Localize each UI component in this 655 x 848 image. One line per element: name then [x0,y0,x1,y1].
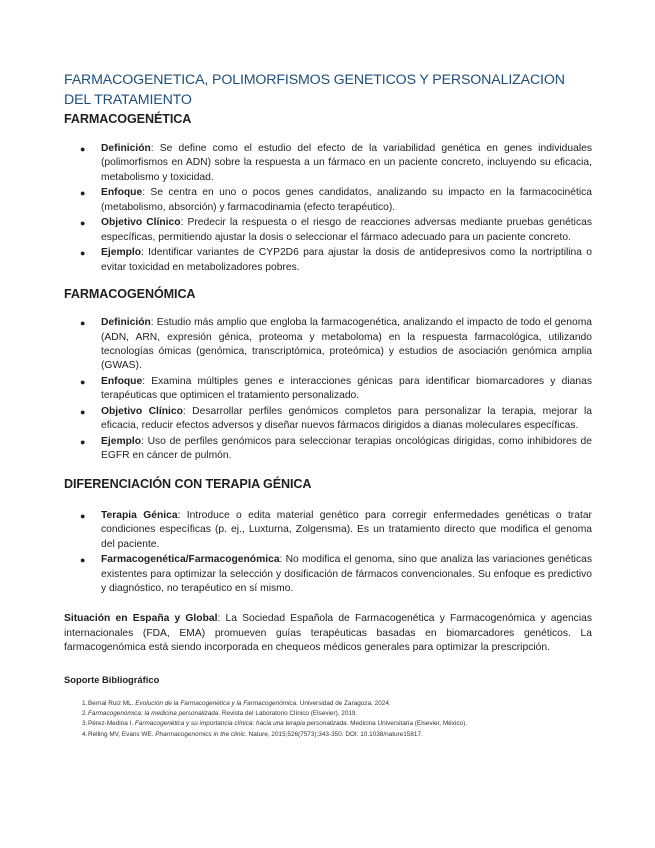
reference-number: 2. [82,709,88,717]
situation-paragraph [64,612,592,655]
reference-source: . Universidad de Zaragoza, 2024. [296,699,391,707]
list-item [64,186,592,215]
reference-authors: Bernal Ruiz ML. [88,699,136,707]
bullet-icon: ● [80,407,86,418]
item-text: : Se centra en uno o pocos genes candidatos, analizando su impacto en la farmacocinética (metabolismo, absorción) y farmacodinamia (efecto terapéutico). [101,187,592,213]
item-label: Farmacogenética/Farmacogenómica [101,554,280,566]
situation-label: Situación en España y Global [64,613,218,625]
item-label: Ejemplo [101,436,142,448]
item-label: Enfoque [101,376,143,388]
bullet-icon: ● [80,188,86,199]
reference-title: Evolución de la Farmacogenética y la Farmacogenómica [135,699,297,707]
item-text: : Desarrollar perfiles genómicos completos para personalizar la terapia, mejorar la eficacia, reducir efectos adversos y diseñar nuevos fármacos dirigidos a dianas moleculares específicas. [101,406,592,432]
list-item [64,142,592,185]
bullet-icon: ● [80,510,86,521]
item-text: : Identificar variantes de CYP2D6 para ajustar la dosis de antidepresivos como la nortriptilina o evitar toxicidad en metabolizadores pobres. [101,247,592,273]
item-label: Definición [101,317,151,329]
section-heading-farmacogenetica: FARMACOGENÉTICA [64,112,192,126]
reference-source: . Medicina Universitaria (Elsevier, México). [346,720,468,728]
reference-number: 3. [82,720,88,728]
item-text: : No modifica el genoma, sino que analiza las variaciones genéticas existentes para optimizar la selección y dosificación de fármacos convencionales. Su enfoque es predictivo y diagnóstico, no terapéutico en sí mismo. [101,554,592,595]
item-label: Objetivo Clínico [101,217,181,229]
bullet-icon: ● [80,218,86,229]
reference-item [64,719,592,729]
page-title: FARMACOGENETICA, POLIMORFISMOS GENETICOS Y PERSONALIZACION DEL TRATAMIENTO [64,72,565,108]
item-label: Definición [101,143,151,154]
item-label: Ejemplo [101,247,142,259]
item-label: Terapia Génica [101,509,178,521]
section-heading-diferenciacion: DIFERENCIACIÓN CON TERAPIA GÉNICA [64,476,312,491]
farmacogenomica-list [64,316,592,464]
diferenciacion-list [64,509,592,597]
list-item [64,509,592,552]
reference-authors: Pérez-Medina I. [88,720,135,728]
document-page [64,70,592,740]
item-text: : Predecir la respuesta o el riesgo de reacciones adversas mediante pruebas genéticas específicas, permitiendo ajustar la dosis o seleccionar el fármaco adecuado para un paciente concreto. [101,217,592,243]
list-item [64,553,592,596]
reference-authors: Relling MV, Evans WE. [88,730,156,738]
list-item [64,405,592,434]
section-heading-farmacogenomica: FARMACOGENÓMICA [64,287,196,302]
item-text: : Uso de perfiles genómicos para seleccionar terapias oncológicas dirigidas, como inhibidores de EGFR en cáncer de pulmón. [101,436,592,462]
reference-title: Farmacogenética y su importancia clínica: hacia una terapia personalizada [134,720,347,728]
bibliography-list [64,699,592,740]
bullet-icon: ● [80,555,86,566]
reference-title: Pharmacogenomics in the clinic [155,730,246,738]
list-item [64,435,592,464]
reference-source: . Nature, 2015;526(7573):343-350. DOI: 10.1038/nature15817. [245,730,423,738]
item-text: : Estudio más amplio que engloba la farmacogenética, analizando el impacto de todo el genoma (ADN, ARN, expresión génica, proteoma y metaboloma) en la respuesta farmacológica, utilizando tecnologías ómicas (genómica, transcriptómica, proteómica) y estudios de asociación genómica amplia (GWAS). [101,317,592,372]
item-label: Enfoque [101,187,143,199]
list-item [64,246,592,275]
item-text: : Se define como el estudio del efecto de la variabilidad genética en genes individuales (polimorfismos en ADN) sobre la respuesta a un fármaco en un paciente concreto, incluyendo su eficacia, metabolismo y toxicidad. [101,143,592,183]
reference-item [64,699,592,709]
reference-title: Farmacogenómica: la medicina personalizada [88,709,219,717]
bullet-icon: ● [80,318,86,329]
bullet-icon: ● [80,377,86,388]
list-item [64,316,592,374]
item-text: : Introduce o edita material genético para corregir enfermedades genéticas o tratar condiciones específicas (p. ej., Luxturna, Zolgensma). Es un tratamiento directo que modifica el genoma del paciente. [101,509,592,550]
reference-item [64,709,592,719]
list-item [64,375,592,404]
list-item [64,216,592,245]
farmacogenetica-list [64,142,592,275]
reference-source: . Revista del Laboratorio Clínico (Elsevier), 2019. [218,709,358,717]
reference-number: 4. [82,730,88,738]
item-label: Objetivo Clínico [101,406,183,418]
bullet-icon: ● [80,248,86,259]
reference-item [64,730,592,740]
bullet-icon: ● [80,437,86,448]
situation-text: : La Sociedad Española de Farmacogenética y Farmacogenómica y agencias internacionales (FDA, EMA) promueven guías terapéuticas basadas en biomarcadores genéticos. La farmacogenómica está siendo incorporada en chequeos médicos generales para optimizar la prescripción. [64,613,592,654]
reference-number: 1. [82,699,88,707]
bibliography-heading: Soporte Bibliográfico [64,673,160,685]
item-text: : Examina múltiples genes e interacciones génicas para identificar biomarcadores y dianas terapéuticas que optimicen el tratamiento personalizado. [101,376,592,402]
bullet-icon: ● [80,144,86,154]
